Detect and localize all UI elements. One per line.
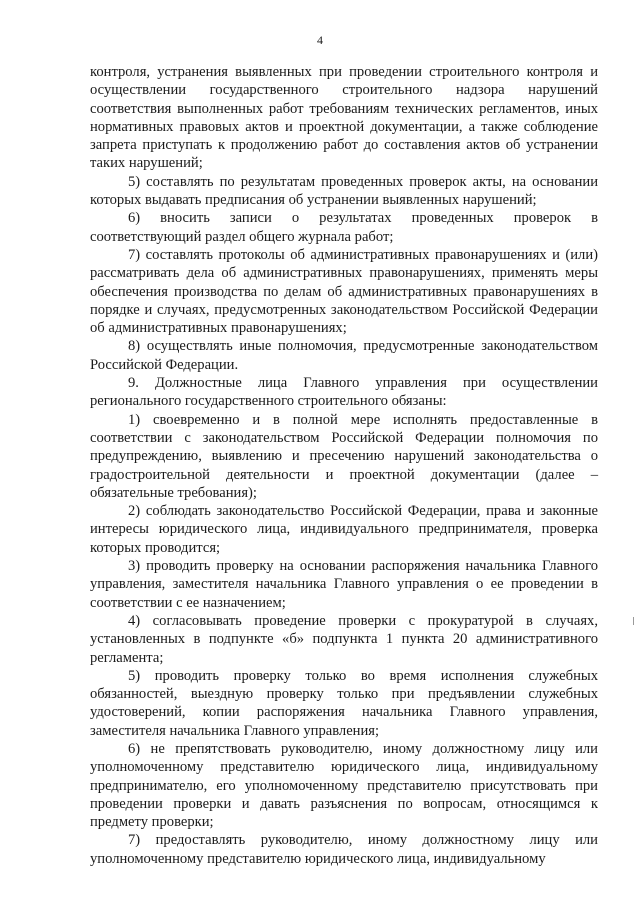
paragraph-duty-7: 7) предоставлять руководителю, иному должностному лицу или уполномоченному представителю юридического лица, индивидуальному — [90, 832, 598, 867]
page-number: 4 — [317, 33, 323, 47]
paragraph-duty-4: 4) согласовывать проведение проверки с прокуратурой в случаях, установленных в подпункте «б» подпункта 1 пункта 20 административного регламента; — [90, 612, 598, 666]
paragraph-section-9: 9. Должностные лица Главного управления при осуществлении регионального государственного строительного обязаны: — [90, 375, 598, 410]
document-body — [90, 63, 598, 868]
paragraph-duty-1: 1) своевременно и в полной мере исполнять предоставленные в соответствии с законодательством Российской Федерации полномочия по предупреждению, выявлению и пресечению нарушений законодательства о градостроительной деятельности и проектной документации (далее – обязательные требования); — [90, 411, 598, 501]
paragraph-item-5: 5) составлять по результатам проведенных проверок акты, на основании которых выдавать предписания об устранении выявленных нарушений; — [90, 173, 598, 209]
paragraph-item-6: 6) вносить записи о результатах проведенных проверок в соответствующий раздел общего журнала работ; — [90, 210, 598, 245]
paragraph-continuation: контроля, устранения выявленных при проведении строительного контроля и осуществлении государственного строительного надзора нарушений соответствия выполненных работ требованиям технических регламентов, иных нормативных правовых актов и проектной документации, а также соблюдение запрета приступать к продолжению работ до составления актов об устранении таких нарушений; — [90, 64, 598, 172]
scan-edge-mark — [633, 617, 634, 625]
paragraph-duty-5: 5) проводить проверку только во время исполнения служебных обязанностей, выездную проверку только при предъявлении служебных удостоверений, копии распоряжения начальника Главного управления, заместителя начальника Главного управления; — [90, 667, 598, 739]
paragraph-item-8: 8) осуществлять иные полномочия, предусмотренные законодательством Российской Федерации. — [90, 338, 598, 373]
paragraph-item-7: 7) составлять протоколы об административных правонарушениях и (или) рассматривать дела об административных правонарушениях, применять меры обеспечения производства по делам об административных правонарушениях в порядке и случаях, предусмотренных законодательством Российской Федерации об административных правонарушениях; — [90, 246, 598, 337]
paragraph-duty-6: 6) не препятствовать руководителю, иному должностному лицу или уполномоченному представителю юридического лица, индивидуальному предпринимателю, его уполномоченному представителю присутствовать при проведении проверки и давать разъяснения по вопросам, относящимся к предмету проверки; — [90, 740, 598, 831]
paragraph-duty-2: 2) соблюдать законодательство Российской Федерации, права и законные интересы юридического лица, индивидуального предпринимателя, проверка которых проводится; — [90, 503, 598, 556]
paragraph-duty-3: 3) проводить проверку на основании распоряжения начальника Главного управления, заместителя начальника Главного управления о ее проведении в соответствии с ее назначением; — [90, 558, 598, 611]
